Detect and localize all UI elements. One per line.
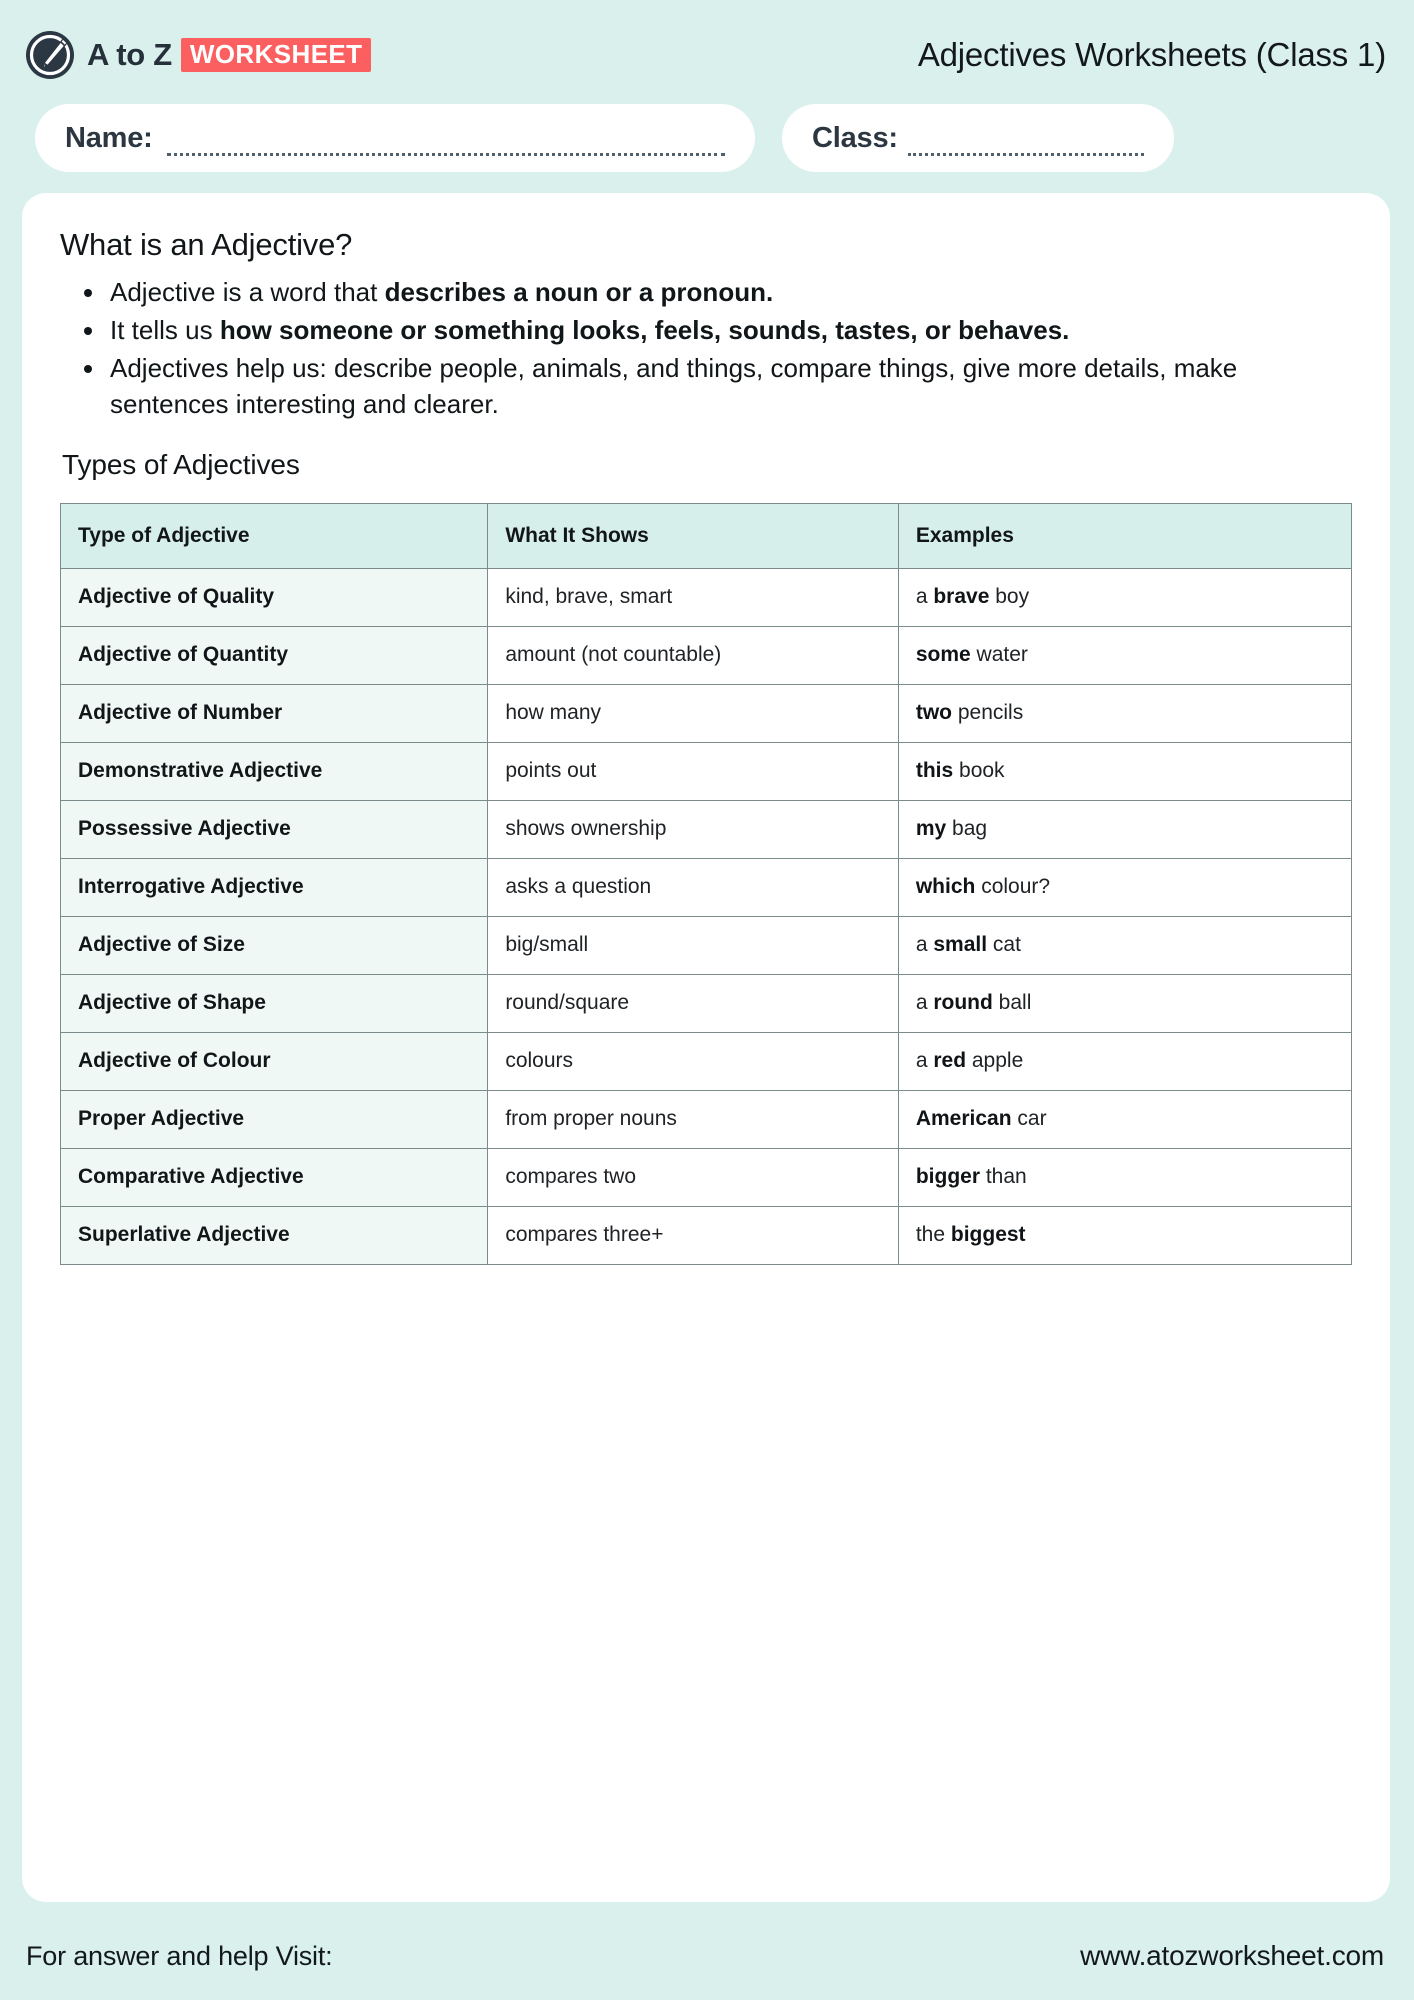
brand-primary-text: A to Z bbox=[87, 37, 172, 72]
cell-example bbox=[898, 684, 1351, 742]
footer-help-text: For answer and help Visit: bbox=[26, 1940, 333, 1971]
subsection-title: Types of Adjectives bbox=[62, 448, 300, 480]
column-header-type: Type of Adjective bbox=[61, 503, 488, 568]
adjective-types-table bbox=[60, 503, 1352, 1265]
example-pre: a bbox=[915, 991, 934, 1014]
cell-shows: round/square bbox=[488, 974, 899, 1032]
footer-website-link[interactable]: www.atozworksheet.com bbox=[1080, 1940, 1384, 1971]
cell-example bbox=[898, 1090, 1351, 1148]
cell-shows: amount (not countable) bbox=[488, 626, 899, 684]
pen-in-circle-icon bbox=[24, 29, 76, 81]
table-row bbox=[61, 1206, 1352, 1264]
name-input-line[interactable] bbox=[167, 134, 725, 156]
example-bold: bigger bbox=[915, 1165, 981, 1188]
example-bold: my bbox=[915, 817, 947, 840]
section-title: What is an Adjective? bbox=[60, 227, 353, 262]
cell-type: Possessive Adjective bbox=[61, 800, 488, 858]
table-header-row bbox=[61, 503, 1352, 568]
point-lead-text: It tells us bbox=[110, 314, 220, 345]
page-footer bbox=[26, 1932, 1384, 1980]
table-row bbox=[61, 684, 1352, 742]
cell-shows: colours bbox=[488, 1032, 899, 1090]
example-bold: two bbox=[915, 701, 952, 724]
cell-example bbox=[898, 800, 1351, 858]
example-post: ball bbox=[992, 991, 1032, 1014]
cell-shows: shows ownership bbox=[488, 800, 899, 858]
example-post: boy bbox=[989, 585, 1030, 608]
example-bold: brave bbox=[933, 585, 990, 608]
example-bold: small bbox=[933, 933, 988, 956]
example-bold: some bbox=[915, 643, 971, 666]
page-title: Adjectives Worksheets (Class 1) bbox=[917, 36, 1386, 73]
class-field-box[interactable] bbox=[782, 104, 1174, 172]
example-bold: American bbox=[915, 1107, 1012, 1130]
example-post: water bbox=[970, 643, 1028, 666]
student-info-row bbox=[35, 104, 1378, 172]
cell-example bbox=[898, 1148, 1351, 1206]
example-bold: round bbox=[933, 991, 993, 1014]
table-row bbox=[61, 626, 1352, 684]
example-post: colour? bbox=[975, 875, 1051, 898]
cell-type: Adjective of Colour bbox=[61, 1032, 488, 1090]
example-post: than bbox=[980, 1165, 1027, 1188]
example-post: book bbox=[953, 759, 1005, 782]
table-row bbox=[61, 800, 1352, 858]
page-header bbox=[24, 22, 1386, 88]
table-row bbox=[61, 974, 1352, 1032]
class-label: Class: bbox=[812, 121, 898, 154]
cell-example bbox=[898, 1032, 1351, 1090]
cell-example bbox=[898, 916, 1351, 974]
cell-type: Adjective of Number bbox=[61, 684, 488, 742]
cell-example bbox=[898, 742, 1351, 800]
column-header-shows: What It Shows bbox=[488, 503, 899, 568]
table-row bbox=[61, 1090, 1352, 1148]
brand-wordmark bbox=[87, 37, 371, 73]
table-row bbox=[61, 742, 1352, 800]
cell-type: Comparative Adjective bbox=[61, 1148, 488, 1206]
cell-shows: points out bbox=[488, 742, 899, 800]
column-header-examples: Examples bbox=[898, 503, 1351, 568]
table-body bbox=[61, 568, 1352, 1264]
cell-shows: kind, brave, smart bbox=[488, 568, 899, 626]
cell-type: Adjective of Size bbox=[61, 916, 488, 974]
cell-type: Adjective of Quantity bbox=[61, 626, 488, 684]
example-bold: this bbox=[915, 759, 954, 782]
table-row bbox=[61, 1148, 1352, 1206]
cell-shows: compares three+ bbox=[488, 1206, 899, 1264]
example-post: bag bbox=[946, 817, 988, 840]
cell-example bbox=[898, 568, 1351, 626]
list-item bbox=[74, 351, 1352, 423]
cell-shows: big/small bbox=[488, 916, 899, 974]
example-pre: the bbox=[915, 1223, 951, 1246]
table-row bbox=[61, 858, 1352, 916]
name-label: Name: bbox=[65, 121, 153, 154]
cell-shows: asks a question bbox=[488, 858, 899, 916]
point-lead-text: Adjective is a word that bbox=[110, 277, 385, 307]
example-bold: biggest bbox=[950, 1223, 1026, 1246]
cell-shows: how many bbox=[488, 684, 899, 742]
cell-type: Proper Adjective bbox=[61, 1090, 488, 1148]
cell-type: Adjective of Quality bbox=[61, 568, 488, 626]
list-item bbox=[74, 275, 1352, 311]
cell-type: Interrogative Adjective bbox=[61, 858, 488, 916]
cell-shows: compares two bbox=[488, 1148, 899, 1206]
content-card bbox=[22, 193, 1390, 1902]
cell-type: Adjective of Shape bbox=[61, 974, 488, 1032]
point-lead-text: Adjectives help us: describe people, animals, and things, compare things, give more details, make sentences interesting and clearer. bbox=[110, 352, 1238, 419]
example-post: cat bbox=[987, 933, 1021, 956]
brand-badge: WORKSHEET bbox=[181, 38, 372, 72]
list-item bbox=[74, 313, 1352, 349]
example-post: car bbox=[1011, 1107, 1047, 1130]
example-post: pencils bbox=[952, 701, 1024, 724]
class-input-line[interactable] bbox=[908, 134, 1144, 156]
brand-logo bbox=[24, 29, 371, 81]
point-strong-text: how someone or something looks, feels, sounds, tastes, or behaves. bbox=[219, 314, 1070, 345]
cell-shows: from proper nouns bbox=[488, 1090, 899, 1148]
cell-example bbox=[898, 858, 1351, 916]
example-post: apple bbox=[966, 1049, 1024, 1072]
cell-example bbox=[898, 974, 1351, 1032]
table-row bbox=[61, 568, 1352, 626]
table-row bbox=[61, 1032, 1352, 1090]
example-pre: a bbox=[915, 933, 934, 956]
cell-example bbox=[898, 626, 1351, 684]
cell-type: Superlative Adjective bbox=[61, 1206, 488, 1264]
example-bold: which bbox=[915, 875, 976, 898]
cell-type: Demonstrative Adjective bbox=[61, 742, 488, 800]
example-bold: red bbox=[933, 1049, 967, 1072]
example-pre: a bbox=[915, 585, 934, 608]
example-pre: a bbox=[915, 1049, 934, 1072]
table-row bbox=[61, 916, 1352, 974]
name-field-box[interactable] bbox=[35, 104, 755, 172]
cell-example bbox=[898, 1206, 1351, 1264]
definition-list bbox=[60, 275, 1352, 423]
point-strong-text: describes a noun or a pronoun. bbox=[384, 277, 774, 307]
